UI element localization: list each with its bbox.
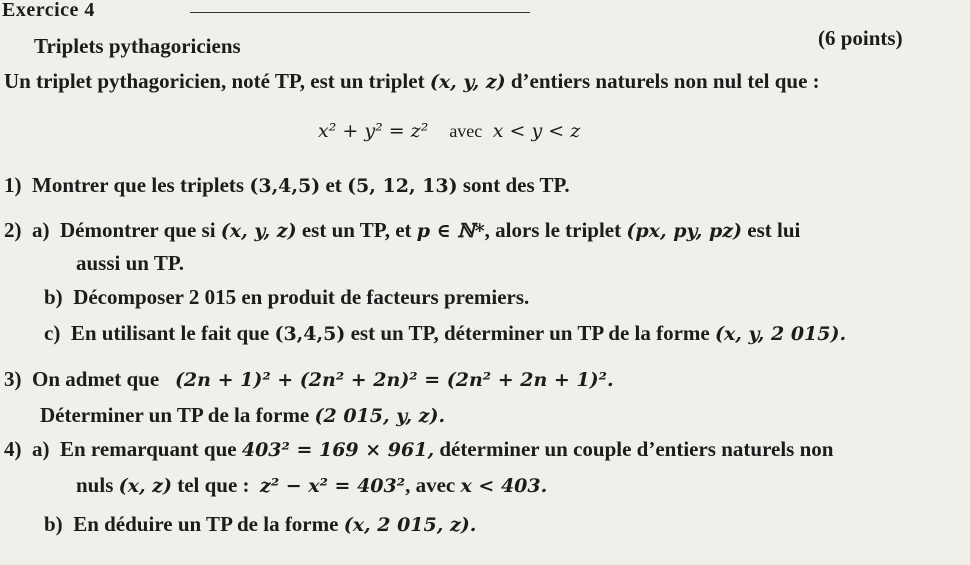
question-2b: b) Décomposer 2 015 en produit de facteurs premiers. <box>44 285 530 309</box>
points-label: (6 points) <box>818 26 903 50</box>
title-underline <box>190 12 530 13</box>
exercise-subtitle: Triplets pythagoriciens <box>34 34 241 58</box>
intro-text: Un triplet pythagoricien, noté TP, est un triplet (x, y, z) d’entiers naturels non nul tel que : <box>4 69 820 93</box>
question-2c: c) En utilisant le fait que (3,4,5) est un TP, déterminer un TP de la forme (x, y, 2 015). <box>44 321 847 345</box>
exercise-title: Exercice 4 <box>2 0 95 21</box>
question-4b: b) En déduire un TP de la forme (x, 2 015, z). <box>44 512 477 536</box>
question-1: 1) Montrer que les triplets (3,4,5) et (5, 12, 13) sont des TP. <box>4 173 570 197</box>
question-4a-continued: nuls (x, z) tel que : z² − x² = 403², avec x < 403. <box>76 473 548 497</box>
question-4a: 4) a) En remarquant que 403² = 169 × 961, déterminer un couple d’entiers naturels non <box>4 437 834 461</box>
question-3: 3) On admet que (2n + 1)² + (2n² + 2n)² = (2n² + 2n + 1)². <box>4 367 614 391</box>
main-equation: x² + y² = z² avec x < y < z <box>318 120 581 142</box>
question-3-continued: Déterminer un TP de la forme (2 015, y, z). <box>40 403 446 427</box>
question-2a: 2) a) Démontrer que si (x, y, z) est un TP, et p ∈ ℕ*, alors le triplet (px, py, pz) est lui <box>4 218 801 242</box>
question-2a-continued: aussi un TP. <box>76 251 184 275</box>
